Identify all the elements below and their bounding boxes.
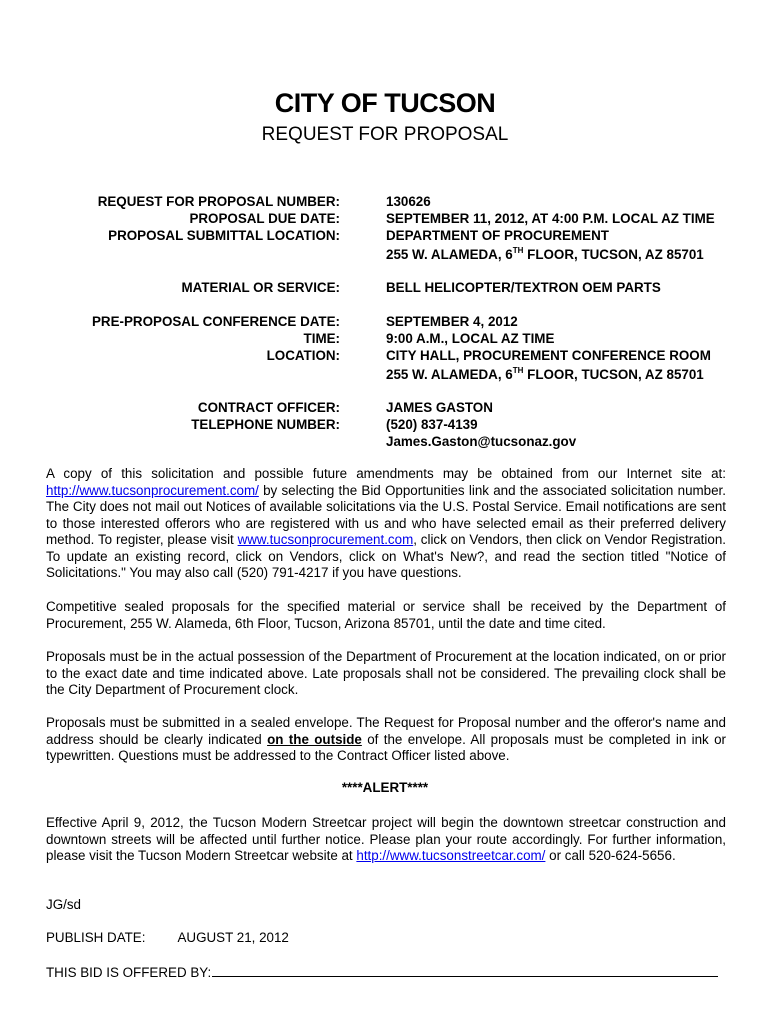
conference-location-line2: 255 W. ALAMEDA, 6TH FLOOR, TUCSON, AZ 85701 [386, 366, 704, 382]
publish-date-value: AUGUST 21, 2012 [177, 930, 289, 945]
due-date-label: PROPOSAL DUE DATE: [189, 211, 340, 226]
sealed-proposals-paragraph: Competitive sealed proposals for the specified material or service shall be received by the Department of Procurement, 255 W. Alameda, 6th Floor, Tucson, Arizona 85701, until the date and time cited. [46, 599, 726, 631]
conference-date-value: SEPTEMBER 4, 2012 [386, 314, 518, 329]
submittal-location-line1: DEPARTMENT OF PROCUREMENT [386, 228, 609, 243]
alert-heading: ****ALERT**** [341, 780, 429, 795]
on-the-outside-emphasis: on the outside [267, 731, 362, 747]
telephone-value: (520) 837-4139 [386, 417, 478, 432]
conference-time-value: 9:00 A.M., LOCAL AZ TIME [386, 331, 555, 346]
procurement-register-link[interactable]: www.tucsonprocurement.com [237, 532, 414, 547]
document-title: CITY OF TUCSON [274, 88, 496, 118]
due-date-value: SEPTEMBER 11, 2012, AT 4:00 P.M. LOCAL AZ TIME [386, 211, 715, 226]
submittal-location-line2: 255 W. ALAMEDA, 6TH FLOOR, TUCSON, AZ 85701 [386, 246, 704, 262]
material-value: BELL HELICOPTER/TEXTRON OEM PARTS [386, 280, 661, 295]
conference-time-label: TIME: [303, 331, 340, 346]
offered-by-label: THIS BID IS OFFERED BY: [46, 965, 212, 980]
streetcar-site-link[interactable]: http://www.tucsonstreetcar.com/ [356, 848, 546, 863]
possession-paragraph: Proposals must be in the actual possession of the Department of Procurement at the location indicated, on or prior to the exact date and time indicated above. Late proposals shall not be considered. The prevailing clock shall be the City Department of Procurement clock. [46, 649, 726, 697]
offered-by-row [46, 963, 718, 980]
officer-email: James.Gaston@tucsonaz.gov [386, 434, 577, 449]
streetcar-paragraph: Effective April 9, 2012, the Tucson Modern Streetcar project will begin the downtown streetcar construction and downtown streets will be affected until further notice. Please plan your route accordingly. For further information, please visit the Tucson Modern Streetcar website at http://www.tucsonstreetcar.com/ or call 520-624-5656. [46, 815, 726, 863]
conference-location-label: LOCATION: [266, 348, 340, 363]
conference-date-label: PRE-PROPOSAL CONFERENCE DATE: [92, 314, 340, 329]
contract-officer-value: JAMES GASTON [386, 400, 493, 415]
contract-officer-label: CONTRACT OFFICER: [197, 400, 340, 415]
procurement-site-link[interactable]: http://www.tucsonprocurement.com/ [46, 482, 259, 498]
signature-line[interactable] [212, 963, 718, 977]
submittal-location-label: PROPOSAL SUBMITTAL LOCATION: [108, 228, 340, 243]
rfp-number-label: REQUEST FOR PROPOSAL NUMBER: [97, 194, 340, 209]
initials: JG/sd [46, 897, 81, 912]
envelope-paragraph: Proposals must be submitted in a sealed envelope. The Request for Proposal number and the offeror's name and address should be clearly indicated on the outside of the envelope. All proposals must be completed in ink or typewritten. Questions must be addressed to the Contract Officer listed above. [46, 715, 727, 763]
document-subtitle: REQUEST FOR PROPOSAL [261, 124, 509, 145]
solicitation-info-paragraph: A copy of this solicitation and possible future amendments may be obtained from our Internet site at: http://www.tucsonprocurement.com/ by selecting the Bid Opportunities link and the associated solicitation number. The City does not mail out Notices of available solicitations via the U.S. Postal Service. Email notifications are sent to those interested offerors who are registered with us and who have selected email as their preferred delivery method. To register, please visit www.tucsonprocurement.com, click on Vendors, then click on Vendor Registration. To update an existing record, click on Vendors, click on What's New?, and read the section titled "Notice of Solicitations." You may also call (520) 791-4217 if you have questions. [46, 466, 726, 580]
conference-location-line1: CITY HALL, PROCUREMENT CONFERENCE ROOM [386, 348, 711, 363]
publish-date-row [46, 930, 289, 945]
material-label: MATERIAL OR SERVICE: [181, 280, 340, 295]
rfp-number-value: 130626 [386, 194, 431, 209]
publish-date-label: PUBLISH DATE: [46, 930, 146, 945]
telephone-label: TELEPHONE NUMBER: [191, 417, 340, 432]
